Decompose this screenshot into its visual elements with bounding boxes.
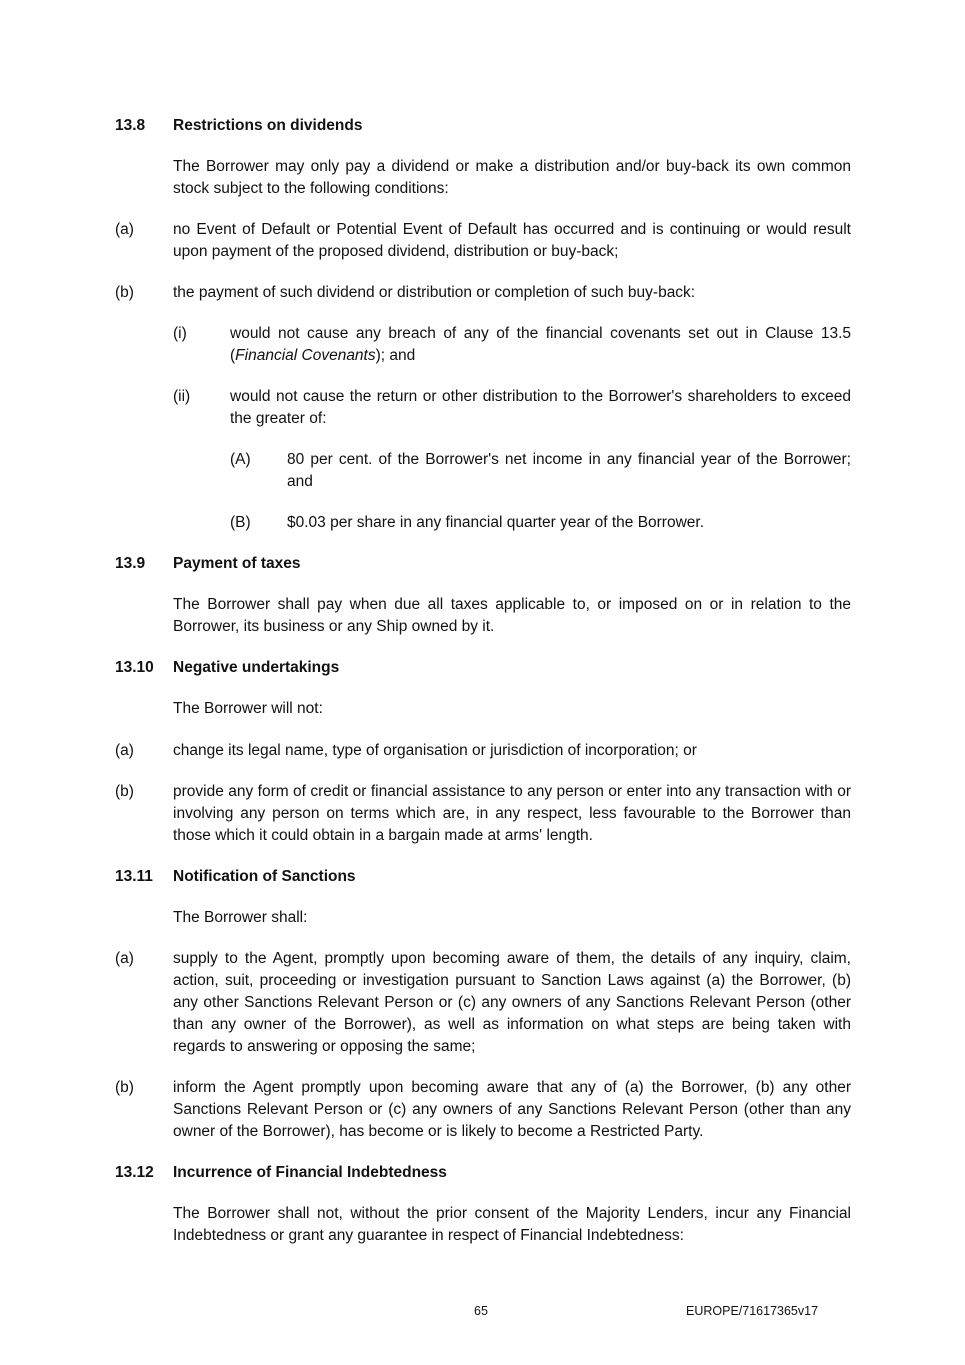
clause-label: (b) (115, 783, 134, 800)
section-title-13-11: Notification of Sanctions (173, 868, 356, 885)
subclause-label: (ii) (173, 388, 191, 405)
subclause-text: would not cause the return or other distribution to the Borrower's shareholders to exceed the greater of: (230, 388, 851, 427)
clause-label: (a) (115, 742, 134, 759)
section-number-13-8: 13.8 (115, 117, 146, 134)
paragraph-text: $0.03 per share in any financial quarter year of the Borrower. (287, 514, 705, 531)
section-title-13-10: Negative undertakings (173, 659, 340, 676)
clause-text: inform the Agent promptly upon becoming aware that any of (a) the Borrower, (b) any other Sanctions Relevant Person or (c) any owners of any Sanctions Relevant Person (other than any owner of the Borrower), has become or is likely to become a Restricted Party. (173, 1079, 851, 1140)
paragraph-label: (A) (230, 451, 251, 468)
section-number-13-12: 13.12 (115, 1164, 154, 1181)
clause-text: provide any form of credit or financial assistance to any person or enter into any transaction with or involving any person on terms which are, in any respect, less favourable to the Borrower than those which it could obtain in a bargain made at arms' length. (173, 783, 851, 844)
section-title-13-8: Restrictions on dividends (173, 117, 363, 134)
section-intro-13-11: The Borrower shall: (173, 909, 308, 926)
clause-text: change its legal name, type of organisation or jurisdiction of incorporation; or (173, 742, 697, 759)
section-title-13-9: Payment of taxes (173, 555, 301, 572)
section-number-13-10: 13.10 (115, 659, 154, 676)
document-reference: EUROPE/71617365v17 (686, 1304, 819, 1318)
clause-text: no Event of Default or Potential Event of Default has occurred and is continuing or would result upon payment of the proposed dividend, distribution or buy-back; (173, 221, 851, 260)
clause-label: (b) (115, 284, 134, 301)
section-intro-13-10: The Borrower will not: (173, 700, 323, 717)
section-number-13-9: 13.9 (115, 555, 146, 572)
clause-label: (b) (115, 1079, 134, 1096)
clause-label: (a) (115, 221, 134, 238)
clause-text: the payment of such dividend or distribution or completion of such buy-back: (173, 284, 696, 301)
subclause-label: (i) (173, 325, 187, 342)
paragraph-label: (B) (230, 514, 251, 531)
paragraph-text: 80 per cent. of the Borrower's net income in any financial year of the Borrower; and (287, 451, 851, 490)
subclause-text: would not cause any breach of any of the financial covenants set out in Clause 13.5 (Financial Covenants); and (230, 325, 851, 364)
section-intro-13-8: The Borrower may only pay a dividend or make a distribution and/or buy-back its own common stock subject to the following conditions: (173, 158, 851, 197)
section-intro-13-9: The Borrower shall pay when due all taxes applicable to, or imposed on or in relation to the Borrower, its business or any Ship owned by it. (173, 596, 851, 635)
section-title-13-12: Incurrence of Financial Indebtedness (173, 1164, 447, 1181)
section-intro-13-12: The Borrower shall not, without the prior consent of the Majority Lenders, incur any Financial Indebtedness or grant any guarantee in respect of Financial Indebtedness: (173, 1205, 851, 1244)
clause-text: supply to the Agent, promptly upon becoming aware of them, the details of any inquiry, claim, action, suit, proceeding or investigation pursuant to Sanction Laws against (a) the Borrower, (b) any other Sanctions Relevant Person or (c) any owners of any Sanctions Relevant Person (other than any owner of the Borrower), as well as information on what steps are being taken with regards to answering or opposing the same; (173, 950, 851, 1055)
section-number-13-11: 13.11 (115, 868, 153, 885)
page-number: 65 (474, 1304, 488, 1318)
clause-label: (a) (115, 950, 134, 967)
cross-reference-italic: Financial Covenants (235, 347, 376, 364)
